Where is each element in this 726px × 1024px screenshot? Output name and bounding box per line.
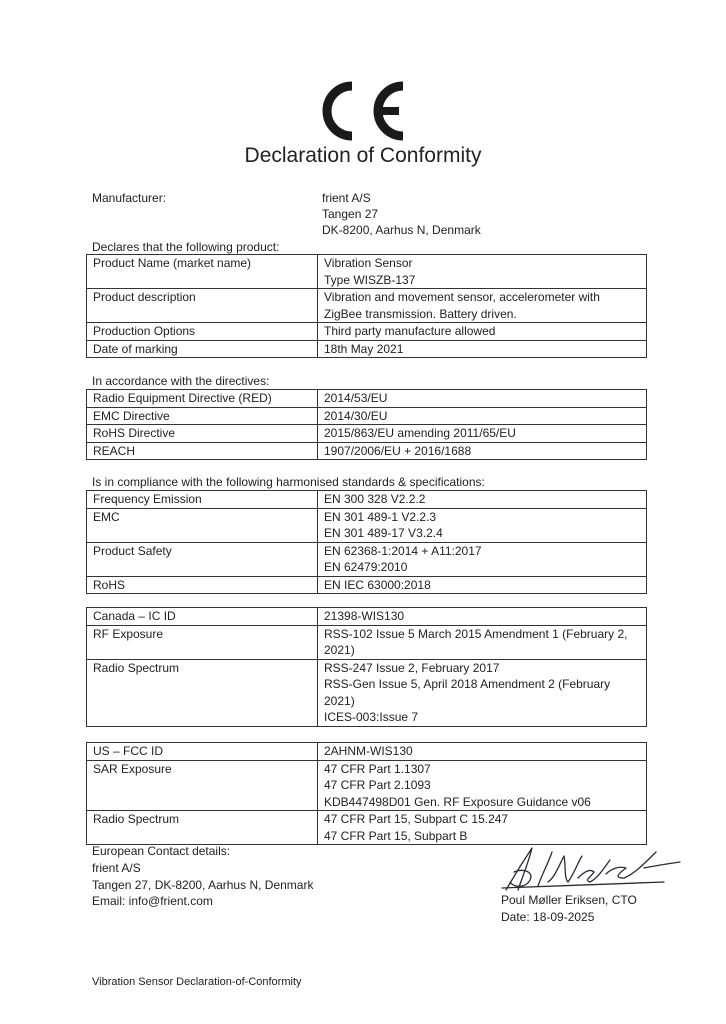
contact-address: Tangen 27, DK-8200, Aarhus N, Denmark [92,878,314,892]
row-value: EN 300 328 V2.2.2 [318,491,647,509]
row-value: 2014/53/EU [318,390,647,408]
row-value [318,508,647,542]
contact-company: frient A/S [92,861,141,875]
table-row [87,576,647,594]
table-row [87,442,647,460]
row-label: RF Exposure [87,625,318,659]
table-row [87,760,647,811]
value-line: 47 CFR Part 2.1093 [324,778,431,792]
row-label: Production Options [87,323,318,341]
row-label: RoHS Directive [87,425,318,443]
us-table [86,742,647,845]
table-row [87,323,647,341]
handwritten-signature [494,838,694,900]
standards-section-heading: Is in compliance with the following harmonised standards & specifications: [92,475,485,489]
value-line: EN 301 489-1 V2.2.3 [324,509,437,524]
row-label: Product description [87,289,318,323]
row-label: REACH [87,442,318,460]
table-row [87,625,647,659]
row-value [318,542,647,576]
product-table [86,254,647,358]
row-value: 2014/30/EU [318,407,647,425]
row-label: Canada – IC ID [87,608,318,626]
row-value [318,289,647,323]
row-label: Radio Spectrum [87,811,318,845]
value-line: 2021) [324,693,355,708]
row-label: RoHS [87,576,318,594]
row-value [318,255,647,289]
signatory-name: Poul Møller Eriksen, CTO [501,893,637,907]
value-line: KDB447498D01 Gen. RF Exposure Guidance v06 [324,794,591,809]
value-line: 47 CFR Part 15, Subpart C 15.247 [324,812,509,826]
value-line: Vibration and movement sensor, accelerometer with [324,290,600,304]
manufacturer-label: Manufacturer: [92,191,167,205]
table-row [87,743,647,761]
manufacturer-name: frient A/S [322,191,371,205]
row-value: 21398-WIS130 [318,608,647,626]
value-line: ICES-003:Issue 7 [324,710,419,724]
page-footer: Vibration Sensor Declaration-of-Conformity [92,976,302,988]
row-label: Frequency Emission [87,491,318,509]
page-title: Declaration of Conformity [244,144,482,167]
value-line: EN 301 489-17 V3.2.4 [324,526,443,540]
row-label: Radio Spectrum [87,659,318,726]
manufacturer-city: DK-8200, Aarhus N, Denmark [322,223,481,237]
table-row [87,542,647,576]
value-line: 47 CFR Part 15, Subpart B [324,828,468,843]
table-row [87,255,647,289]
product-section-heading: Declares that the following product: [92,240,280,254]
row-value: Third party manufacture allowed [318,323,647,341]
row-label: US – FCC ID [87,743,318,761]
row-label: Date of marking [87,340,318,358]
row-label: Radio Equipment Directive (RED) [87,390,318,408]
value-line: 47 CFR Part 1.1307 [324,761,431,776]
row-label: Product Safety [87,542,318,576]
table-row [87,340,647,358]
table-row [87,508,647,542]
value-line: Type WISZB-137 [324,272,416,287]
table-row [87,390,647,408]
manufacturer-street: Tangen 27 [322,207,379,221]
contact-email: Email: info@frient.com [92,894,213,908]
value-line: ZigBee transmission. Battery driven. [324,306,517,321]
row-value: 18th May 2021 [318,340,647,358]
standards-table [86,490,647,594]
value-line: RSS-Gen Issue 5, April 2018 Amendment 2 (February [324,677,611,691]
signature-date: Date: 18-09-2025 [501,910,595,924]
value-line: EN 62479:2010 [324,560,408,574]
row-value [318,659,647,726]
row-value: EN IEC 63000:2018 [318,576,647,594]
canada-table [86,607,647,727]
value-line: Vibration Sensor [324,256,413,270]
value-line: RSS-247 Issue 2, February 2017 [324,660,500,675]
row-value: 2AHNM-WIS130 [318,743,647,761]
row-value: 1907/2006/EU + 2016/1688 [318,442,647,460]
contact-heading: European Contact details: [92,844,231,858]
row-label: EMC [87,508,318,542]
row-label: SAR Exposure [87,760,318,811]
row-value [318,760,647,811]
row-label: Product Name (market name) [87,255,318,289]
directives-section-heading: In accordance with the directives: [92,374,270,388]
value-line: RSS-102 Issue 5 March 2015 Amendment 1 (February 2, [324,626,628,641]
value-line: EN 62368-1:2014 + A11:2017 [324,543,482,558]
ce-mark-logo [316,78,408,144]
table-row [87,491,647,509]
table-row [87,659,647,726]
value-line: 2021) [324,643,355,657]
table-row [87,289,647,323]
row-label: EMC Directive [87,407,318,425]
row-value [318,625,647,659]
table-row [87,608,647,626]
table-row [87,407,647,425]
table-row [87,425,647,443]
directives-table [86,389,647,460]
row-value: 2015/863/EU amending 2011/65/EU [318,425,647,443]
